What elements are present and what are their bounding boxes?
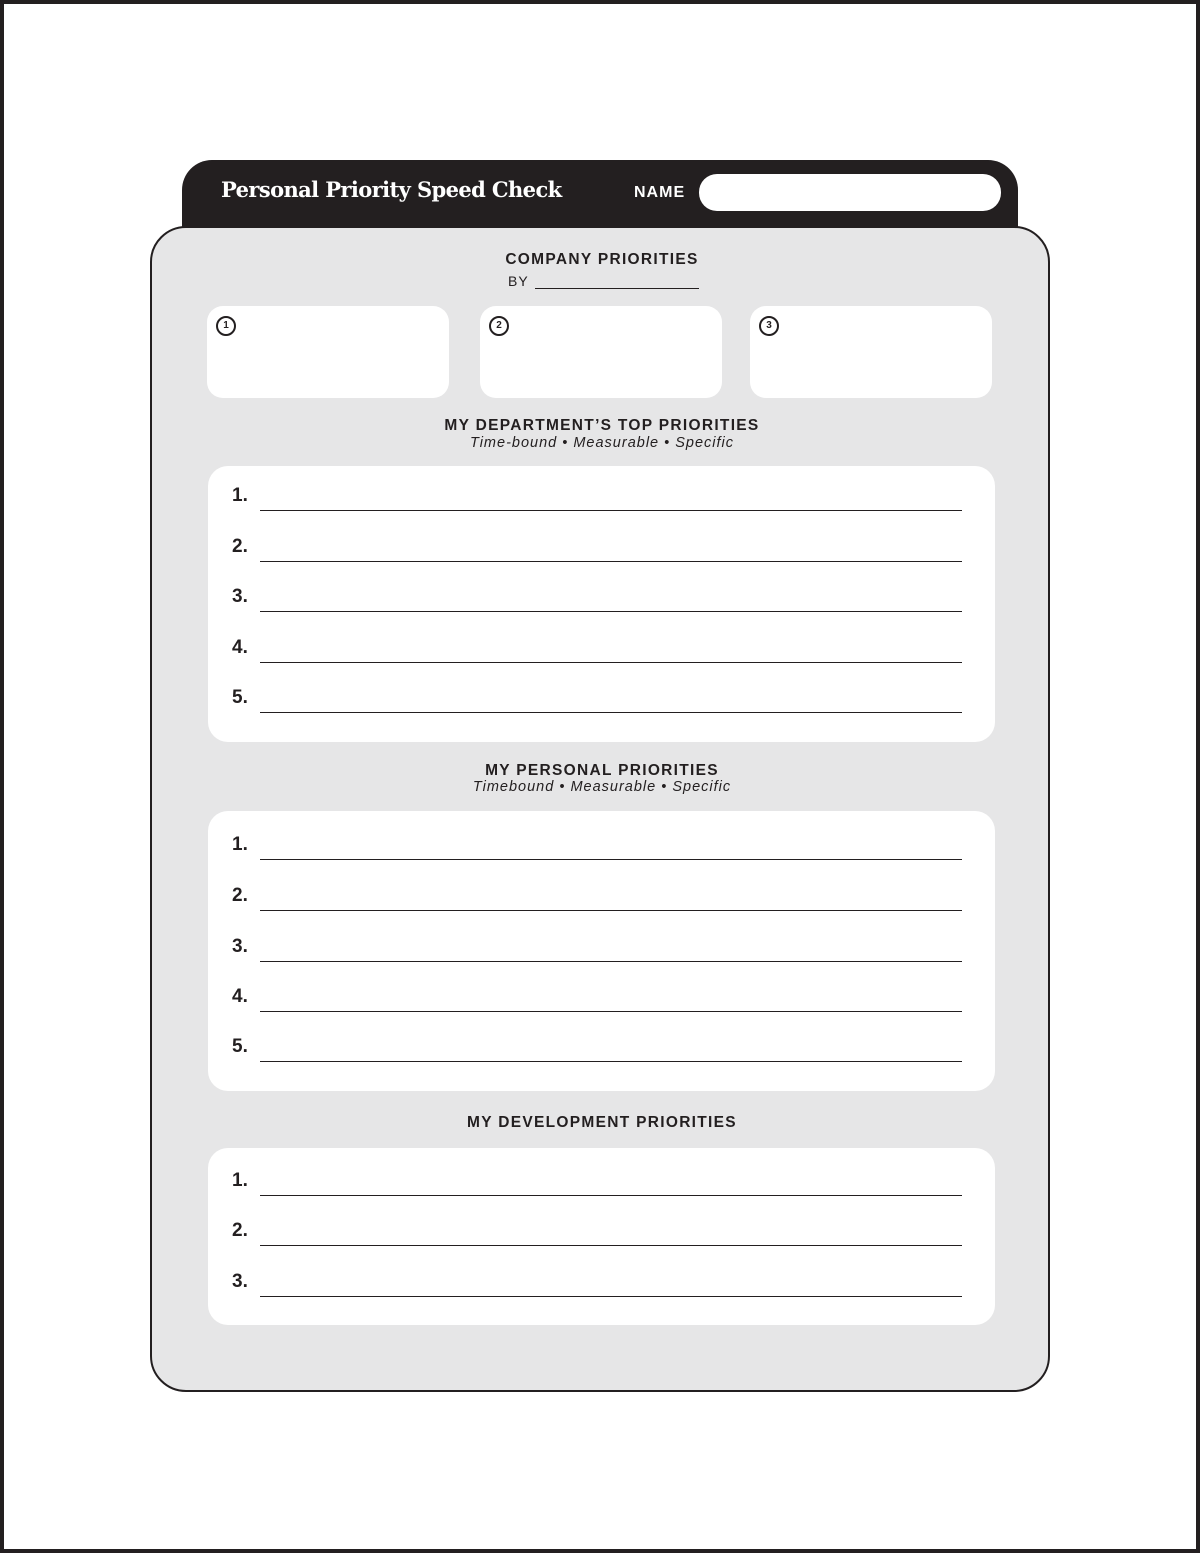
write-line xyxy=(260,561,962,562)
list-item[interactable] xyxy=(232,582,962,612)
write-line xyxy=(260,910,962,911)
write-line xyxy=(260,1061,962,1062)
list-item[interactable] xyxy=(232,830,962,860)
main-panel xyxy=(150,226,1050,1392)
list-item[interactable] xyxy=(232,881,962,911)
department-priorities-title: MY DEPARTMENT’S TOP PRIORITIES xyxy=(444,417,760,434)
department-priorities-card xyxy=(208,466,995,742)
list-item[interactable] xyxy=(232,1166,962,1196)
priority-number-badge: 2 xyxy=(489,316,509,336)
priority-number-badge: 1 xyxy=(216,316,236,336)
write-line xyxy=(260,1011,962,1012)
company-priorities-title: COMPANY PRIORITIES xyxy=(505,251,699,268)
list-item[interactable] xyxy=(232,1267,962,1297)
by-date-line[interactable] xyxy=(535,288,699,289)
list-item[interactable] xyxy=(232,1032,962,1062)
write-line xyxy=(260,611,962,612)
list-number: 2. xyxy=(232,1220,248,1241)
list-item[interactable] xyxy=(232,932,962,962)
list-item[interactable] xyxy=(232,982,962,1012)
write-line xyxy=(260,859,962,860)
list-number: 1. xyxy=(232,1170,248,1191)
write-line xyxy=(260,510,962,511)
list-number: 1. xyxy=(232,834,248,855)
name-field[interactable] xyxy=(699,174,1001,211)
list-item[interactable] xyxy=(232,683,962,713)
list-number: 1. xyxy=(232,485,248,506)
list-number: 2. xyxy=(232,536,248,557)
list-item[interactable] xyxy=(232,633,962,663)
write-line xyxy=(260,961,962,962)
write-line xyxy=(260,1296,962,1297)
by-label: BY xyxy=(508,273,529,289)
personal-priorities-title: MY PERSONAL PRIORITIES xyxy=(485,762,719,779)
personal-priorities-subtitle: Timebound • Measurable • Specific xyxy=(472,779,732,795)
list-number: 5. xyxy=(232,1036,248,1057)
list-item[interactable] xyxy=(232,1216,962,1246)
name-label: NAME xyxy=(634,184,686,201)
list-item[interactable] xyxy=(232,481,962,511)
write-line xyxy=(260,1195,962,1196)
list-number: 2. xyxy=(232,885,248,906)
company-priority-box-2[interactable] xyxy=(480,306,722,398)
company-priority-box-1[interactable] xyxy=(207,306,449,398)
write-line xyxy=(260,662,962,663)
priority-number-badge: 3 xyxy=(759,316,779,336)
company-priority-box-3[interactable] xyxy=(750,306,992,398)
list-item[interactable] xyxy=(232,532,962,562)
list-number: 3. xyxy=(232,586,248,607)
department-priorities-subtitle: Time-bound • Measurable • Specific xyxy=(469,435,735,451)
personal-priorities-card xyxy=(208,811,995,1091)
list-number: 3. xyxy=(232,1271,248,1292)
development-priorities-title: MY DEVELOPMENT PRIORITIES xyxy=(467,1114,737,1131)
list-number: 4. xyxy=(232,637,248,658)
write-line xyxy=(260,712,962,713)
by-row xyxy=(508,273,699,289)
development-priorities-card xyxy=(208,1148,995,1325)
list-number: 4. xyxy=(232,986,248,1007)
list-number: 5. xyxy=(232,687,248,708)
document-title: Personal Priority Speed Check xyxy=(221,177,562,202)
list-number: 3. xyxy=(232,936,248,957)
write-line xyxy=(260,1245,962,1246)
